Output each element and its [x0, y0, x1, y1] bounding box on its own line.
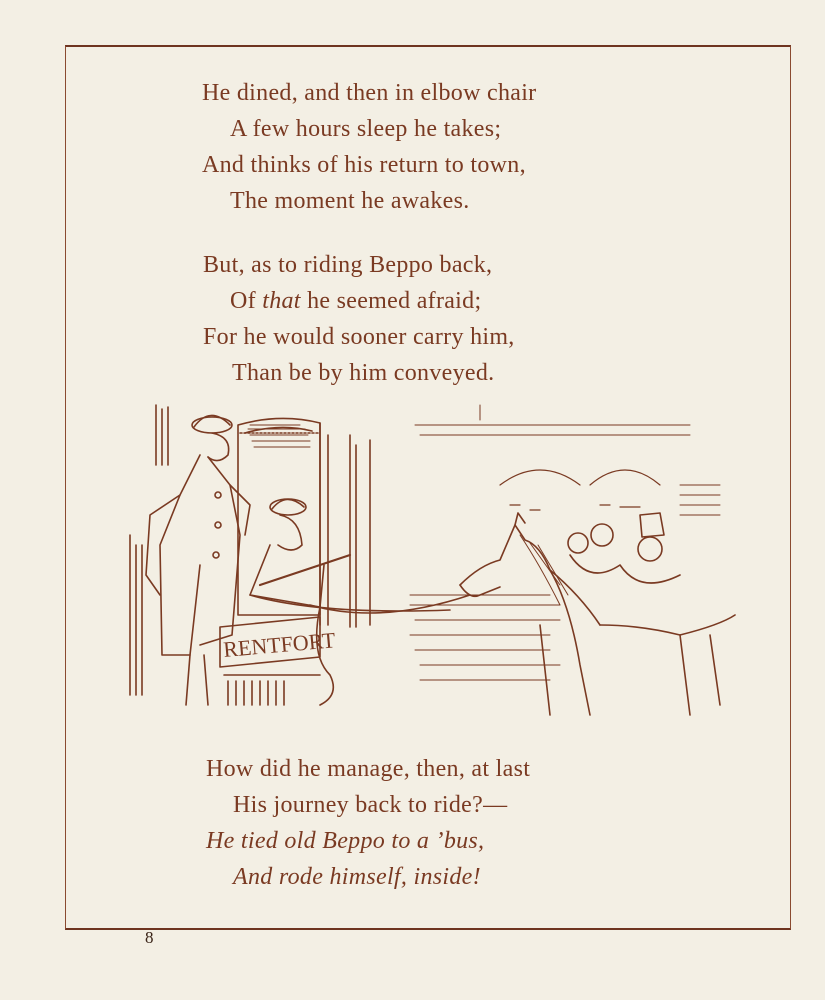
- verse-line: And thinks of his return to town,: [202, 152, 526, 178]
- verse-line: A few hours sleep he takes;: [230, 116, 502, 142]
- verse-line: His journey back to ride?—: [233, 792, 508, 818]
- background-arches: [500, 470, 660, 510]
- verse-line: But, as to riding Beppo back,: [203, 252, 493, 278]
- verse-fragment: Of: [230, 288, 263, 314]
- illustration-beppo-tied-to-bus: [120, 395, 740, 725]
- page-number: 8: [145, 928, 154, 947]
- street-lines: [410, 405, 720, 680]
- verse-line-italic: He tied old Beppo to a ’bus,: [206, 828, 485, 854]
- verse-line: The moment he awakes.: [230, 188, 470, 214]
- verse-line: He dined, and then in elbow chair: [202, 80, 537, 106]
- verse-fragment: he seemed afraid;: [300, 288, 482, 314]
- verse-line: [230, 288, 481, 315]
- verse-line: For he would sooner carry him,: [203, 324, 515, 350]
- verse-line: Than be by him conveyed.: [232, 360, 495, 386]
- crowd: [568, 513, 680, 583]
- rope-loop: [317, 607, 334, 705]
- bus-sign-text: RENTFORT: [222, 627, 337, 662]
- verse-line: How did he manage, then, at last: [206, 756, 531, 782]
- verse-line-italic: And rode himself, inside!: [233, 864, 481, 890]
- horse-beppo: [460, 513, 735, 715]
- emphasized-word: that: [262, 288, 301, 314]
- bus-sign: [220, 617, 337, 705]
